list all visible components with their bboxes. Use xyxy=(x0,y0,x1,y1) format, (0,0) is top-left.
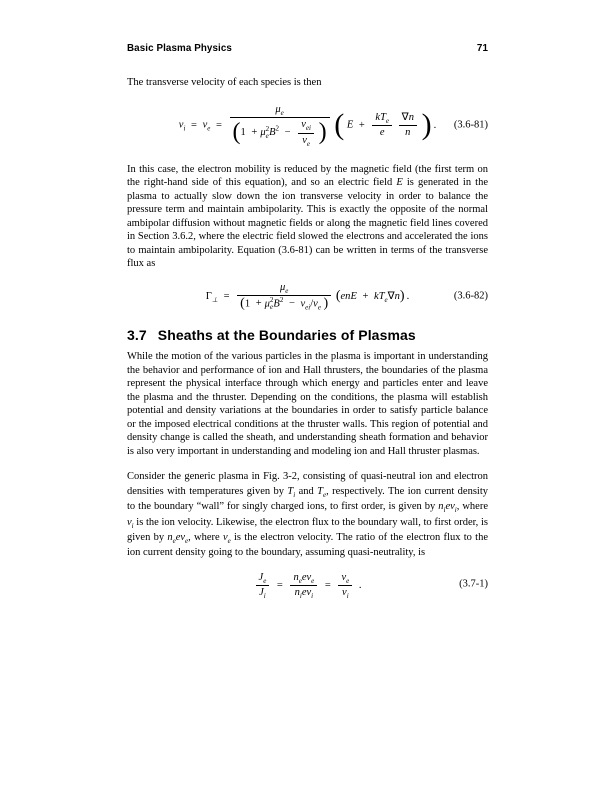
math-num: 1 xyxy=(240,127,246,139)
fraction-denominator xyxy=(230,117,330,146)
equation-content xyxy=(179,104,436,146)
fraction-numerator xyxy=(230,104,330,117)
fraction-numerator xyxy=(237,282,331,295)
text-segment: In this case, the electron mobility is reduced by the magnetic field (the first term on the right-hand side of this equation), and so an electric field xyxy=(127,163,488,188)
paren: ) xyxy=(399,288,405,304)
math-sub: i xyxy=(293,491,296,500)
fraction-denominator xyxy=(372,125,392,139)
fraction-denominator xyxy=(256,585,270,599)
math-var: v xyxy=(222,531,228,543)
math-sub: e xyxy=(384,296,388,304)
math-var: ev xyxy=(301,571,312,583)
math-var: ν xyxy=(302,134,307,146)
math-var-E: E xyxy=(396,177,403,188)
math-sub: e xyxy=(269,303,273,312)
math-sub: e xyxy=(207,125,211,133)
math-var: ν xyxy=(301,119,306,131)
text-segment: is generated in the plasma to actually slow down the ion transverse velocity in order to balance the pressure term and maintain ambipolarity. This is exactly the opposite of the normal ambipolar diffusion without magnetic fields or along the magnetic field lines covered in Section 3.6.2, where the electric field slowed the electrons and accelerated the ions to maintain ambipolarity. Equation (3.6-81) can be written in terms of the transverse flux as xyxy=(127,177,488,269)
fraction-mobility xyxy=(230,104,330,146)
math-sub: i xyxy=(454,506,457,515)
math-var: ev xyxy=(445,501,455,513)
fraction-numerator xyxy=(256,572,270,585)
math-var: v xyxy=(342,586,347,598)
math-var: n xyxy=(394,290,400,302)
math-var: e xyxy=(379,127,385,138)
math-var: J xyxy=(258,571,264,583)
equation-content xyxy=(206,282,409,311)
math-var: n xyxy=(438,501,444,513)
math-var: E xyxy=(346,119,354,131)
math-var: n xyxy=(167,531,173,543)
math-var: Γ xyxy=(205,290,212,302)
fraction-denominator xyxy=(338,585,352,599)
math-sub: e xyxy=(311,576,315,585)
para-electron-mobility xyxy=(127,163,488,271)
text-segment: and xyxy=(295,486,318,498)
fraction-current-ratio xyxy=(256,572,270,599)
math-sub: e xyxy=(323,491,327,500)
fraction-numerator xyxy=(338,572,352,585)
math-var: n xyxy=(294,586,300,598)
section-title: Sheaths at the Boundaries of Plasmas xyxy=(157,326,416,343)
paren: ) xyxy=(318,119,327,146)
math-sub: e xyxy=(263,576,267,585)
math-punct: . xyxy=(406,290,410,302)
math-var: v xyxy=(341,571,347,583)
equation-number: (3.6-82) xyxy=(453,290,488,302)
math-sub: e xyxy=(185,536,189,545)
math-sub: e xyxy=(280,109,284,118)
math-sub: e xyxy=(285,286,289,295)
fraction-collision xyxy=(298,119,314,146)
text-segment: is the electron velocity. The ratio of the electron flux to the ion current density going to the boundary, assuming quasi-neutrality, is xyxy=(127,531,488,559)
math-var: v xyxy=(127,516,132,528)
math-var: T xyxy=(287,486,294,498)
fraction-flux-ratio xyxy=(290,572,317,599)
math-sub: i xyxy=(183,125,186,133)
math-sup: 2 xyxy=(269,296,274,305)
equation-3-6-82 xyxy=(127,275,488,319)
math-sub: e xyxy=(317,303,321,312)
math-punct: . xyxy=(358,579,362,591)
fraction-denominator xyxy=(399,125,417,139)
nabla-symbol: ∇ xyxy=(401,111,409,123)
fraction-denominator xyxy=(298,133,314,147)
para-consider-plasma xyxy=(127,469,488,560)
math-op: / xyxy=(310,298,314,310)
math-sub: e xyxy=(306,139,310,148)
math-var: ν xyxy=(300,298,306,310)
math-var: kT xyxy=(374,290,385,302)
math-var: v xyxy=(178,119,184,131)
math-var: ev xyxy=(301,586,312,598)
text-segment: is the ion velocity. Likewise, the electron flux to the boundary wall, to first order, is given by xyxy=(127,516,488,543)
fraction-velocity-ratio xyxy=(338,572,352,599)
math-sub: ei xyxy=(305,124,311,133)
math-sub: ei xyxy=(305,303,311,312)
fraction-gradient xyxy=(399,112,417,139)
math-var: en xyxy=(340,290,351,302)
page-number: 71 xyxy=(476,43,488,54)
para-sheath-intro: While the motion of the various particles in the plasma is important in understanding the behavior and performance of ion and Hall thrusters, the boundaries of the plasma represent the physical interface through which energy and particles enter and leave the plasma and the thruster. Depending on the conditions, the plasma will establish potential and density variations at the boundaries in order to satisfy particle balance or the imposed electrical conditions at the thruster walls. This region of potential and density change is called the sheath, and understanding sheath formation and behavior is also very important in understanding and modeling ion and Hall thruster plasmas. xyxy=(127,351,488,457)
fraction-numerator xyxy=(372,112,392,125)
math-var: ev xyxy=(175,531,186,543)
equation-number: (3.7-1) xyxy=(459,578,488,590)
math-sub: i xyxy=(346,591,349,600)
text-segment: , where xyxy=(456,501,488,513)
fraction-denominator xyxy=(237,295,331,311)
math-sub: e xyxy=(172,536,176,545)
math-sub: e xyxy=(265,132,269,141)
paren: ( xyxy=(240,295,245,311)
math-op: = xyxy=(276,579,283,591)
math-op: + xyxy=(362,290,369,302)
section-heading xyxy=(127,326,488,343)
fraction-denominator xyxy=(290,585,317,599)
paren: ( xyxy=(334,108,345,142)
math-var: kT xyxy=(375,111,386,123)
math-sub: e xyxy=(346,576,350,585)
text-segment: , where xyxy=(188,531,223,543)
intro-paragraph: The transverse velocity of each species is then xyxy=(127,77,322,88)
text-segment: Consider the generic plasma in Fig. 3-2, consisting of quasi-neutral ion and electron densities with temperatures given by xyxy=(127,471,488,498)
math-op: = xyxy=(216,119,222,131)
math-sub: i xyxy=(263,591,266,600)
running-title: Basic Plasma Physics xyxy=(127,43,232,54)
math-sup: 2 xyxy=(265,125,270,134)
math-op: + xyxy=(255,298,262,310)
math-var: μ xyxy=(279,281,286,293)
math-op: = xyxy=(191,119,197,131)
math-sup: 2 xyxy=(275,124,280,133)
math-var: n xyxy=(405,127,411,138)
math-sub: e xyxy=(298,576,302,585)
math-sub: i xyxy=(311,591,314,600)
fraction-numerator xyxy=(399,112,417,125)
math-sub: e xyxy=(227,536,231,545)
math-var: T xyxy=(317,486,324,498)
math-var: n xyxy=(408,111,414,123)
math-op: − xyxy=(288,298,295,310)
math-var: J xyxy=(259,586,264,598)
math-op: − xyxy=(284,127,291,139)
math-op: = xyxy=(223,290,230,302)
paren: ) xyxy=(421,108,432,142)
fraction-mobility xyxy=(237,282,331,311)
fraction-numerator xyxy=(290,572,317,585)
math-num: 1 xyxy=(244,298,251,310)
math-sub: e xyxy=(385,117,390,126)
math-var: n xyxy=(293,571,299,583)
math-var: μ xyxy=(260,127,266,139)
math-var: B xyxy=(269,127,276,139)
math-punct: . xyxy=(433,119,437,131)
text-segment: , respectively. The ion current density to the boundary “wall” for singly charged ions, to first order, is given by xyxy=(127,486,488,513)
math-sub: i xyxy=(443,506,446,515)
math-var: ν xyxy=(313,298,318,310)
paren: ( xyxy=(232,119,241,146)
page-content xyxy=(127,76,488,604)
math-op: + xyxy=(251,127,258,139)
paren: ) xyxy=(323,295,329,311)
math-op: = xyxy=(324,579,331,591)
math-sup: 2 xyxy=(279,295,284,304)
math-op: + xyxy=(358,119,365,131)
nabla-symbol: ∇ xyxy=(387,290,395,302)
equation-content xyxy=(254,572,362,599)
section-number: 3.7 xyxy=(127,326,147,343)
page-header xyxy=(127,43,488,54)
fraction-thermal xyxy=(372,112,392,139)
math-sub: i xyxy=(131,521,134,530)
math-var: μ xyxy=(264,298,270,310)
fraction-numerator xyxy=(298,119,314,132)
math-sub: ⊥ xyxy=(211,296,218,304)
equation-3-6-81 xyxy=(127,97,488,155)
equation-3-7-1 xyxy=(127,566,488,604)
math-var: E xyxy=(350,290,357,302)
paren: ( xyxy=(335,288,341,304)
math-var: μ xyxy=(275,104,281,116)
math-var: v xyxy=(202,119,208,131)
math-sub: i xyxy=(299,591,302,600)
math-var: B xyxy=(273,298,280,310)
equation-number: (3.6-81) xyxy=(453,119,488,131)
